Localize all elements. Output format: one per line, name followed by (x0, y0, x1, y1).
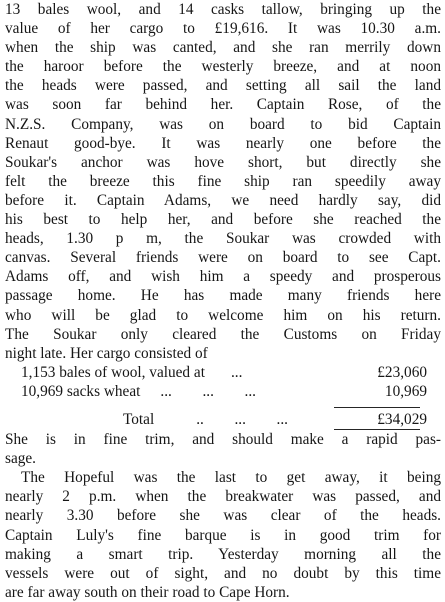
total-amount: £34,029 (377, 410, 427, 428)
cargo-dots: ... ... ... (160, 382, 256, 400)
text-line: his best to help her, and before she reached the (5, 211, 441, 229)
cargo-amount: £23,060 (377, 363, 427, 381)
text-line: value of her cargo to £19,616. It was 10.30 a.m. (5, 20, 441, 38)
text-line: night late. Her cargo consisted of (5, 344, 208, 362)
text-line: making a smart trip. Yesterday morning all the (5, 545, 441, 563)
text-line: was soon far behind her. Captain Rose, of the (5, 96, 441, 114)
text-line: are far away south on their road to Cape Horn. (5, 583, 290, 601)
newspaper-column (5, 0, 441, 602)
text-line: felt the breeze this fine ship ran speedily away (5, 172, 441, 190)
text-line: nearly 2 p.m. when the breakwater was passed, and (5, 488, 441, 506)
text-line: when the ship was canted, and she ran merrily down (5, 39, 441, 57)
text-line: Soukar's anchor was hove short, but directly she (5, 153, 441, 171)
total-row (5, 410, 441, 429)
text-line: passage home. He has made many friends here (5, 287, 441, 305)
text-line: Renaut good-bye. It was nearly one before the (5, 134, 441, 152)
total-label: Total (123, 410, 155, 428)
cargo-row (5, 382, 441, 401)
text-line: who will be glad to welcome him on his return. (5, 306, 441, 324)
text-line: Adams off, and wish him a speedy and prosperous (5, 268, 441, 286)
total-rule (334, 407, 420, 408)
text-line: She is in fine trim, and should make a rapid pas- (5, 431, 441, 449)
total-dots: .. ... ... (196, 410, 288, 428)
text-line: vessels were out of sight, and no doubt by this time (5, 564, 441, 582)
text-line: the heads were passed, and setting all sail the land (5, 77, 441, 95)
text-line: N.Z.S. Company, was on board to bid Captain (5, 115, 441, 133)
text-line: before it. Captain Adams, we need hardly say, did (5, 191, 441, 209)
text-line: The Soukar only cleared the Customs on Friday (5, 325, 441, 343)
text-line: Captain Luly's fine barque is in good trim for (5, 526, 441, 544)
text-line: sage. (5, 450, 37, 468)
cargo-dots: ... (230, 363, 243, 381)
text-line: 13 bales wool, and 14 casks tallow, bringing up the (5, 1, 441, 18)
cargo-row (5, 363, 441, 382)
cargo-label: 10,969 sacks wheat (21, 382, 141, 400)
text-line: the haroor before the westerly breeze, and at noon (5, 58, 441, 76)
text-line: canvas. Several friends were on board to see Capt. (5, 249, 441, 267)
cargo-label: 1,153 bales of wool, valued at (21, 363, 205, 381)
text-line: heads, 1.30 p m, the Soukar was crowded with (5, 230, 441, 248)
text-line: The Hopeful was the last to get away, it being (21, 469, 441, 487)
text-line: nearly 3.30 before she was clear of the heads. (5, 507, 441, 525)
cargo-amount: 10,969 (384, 382, 427, 400)
